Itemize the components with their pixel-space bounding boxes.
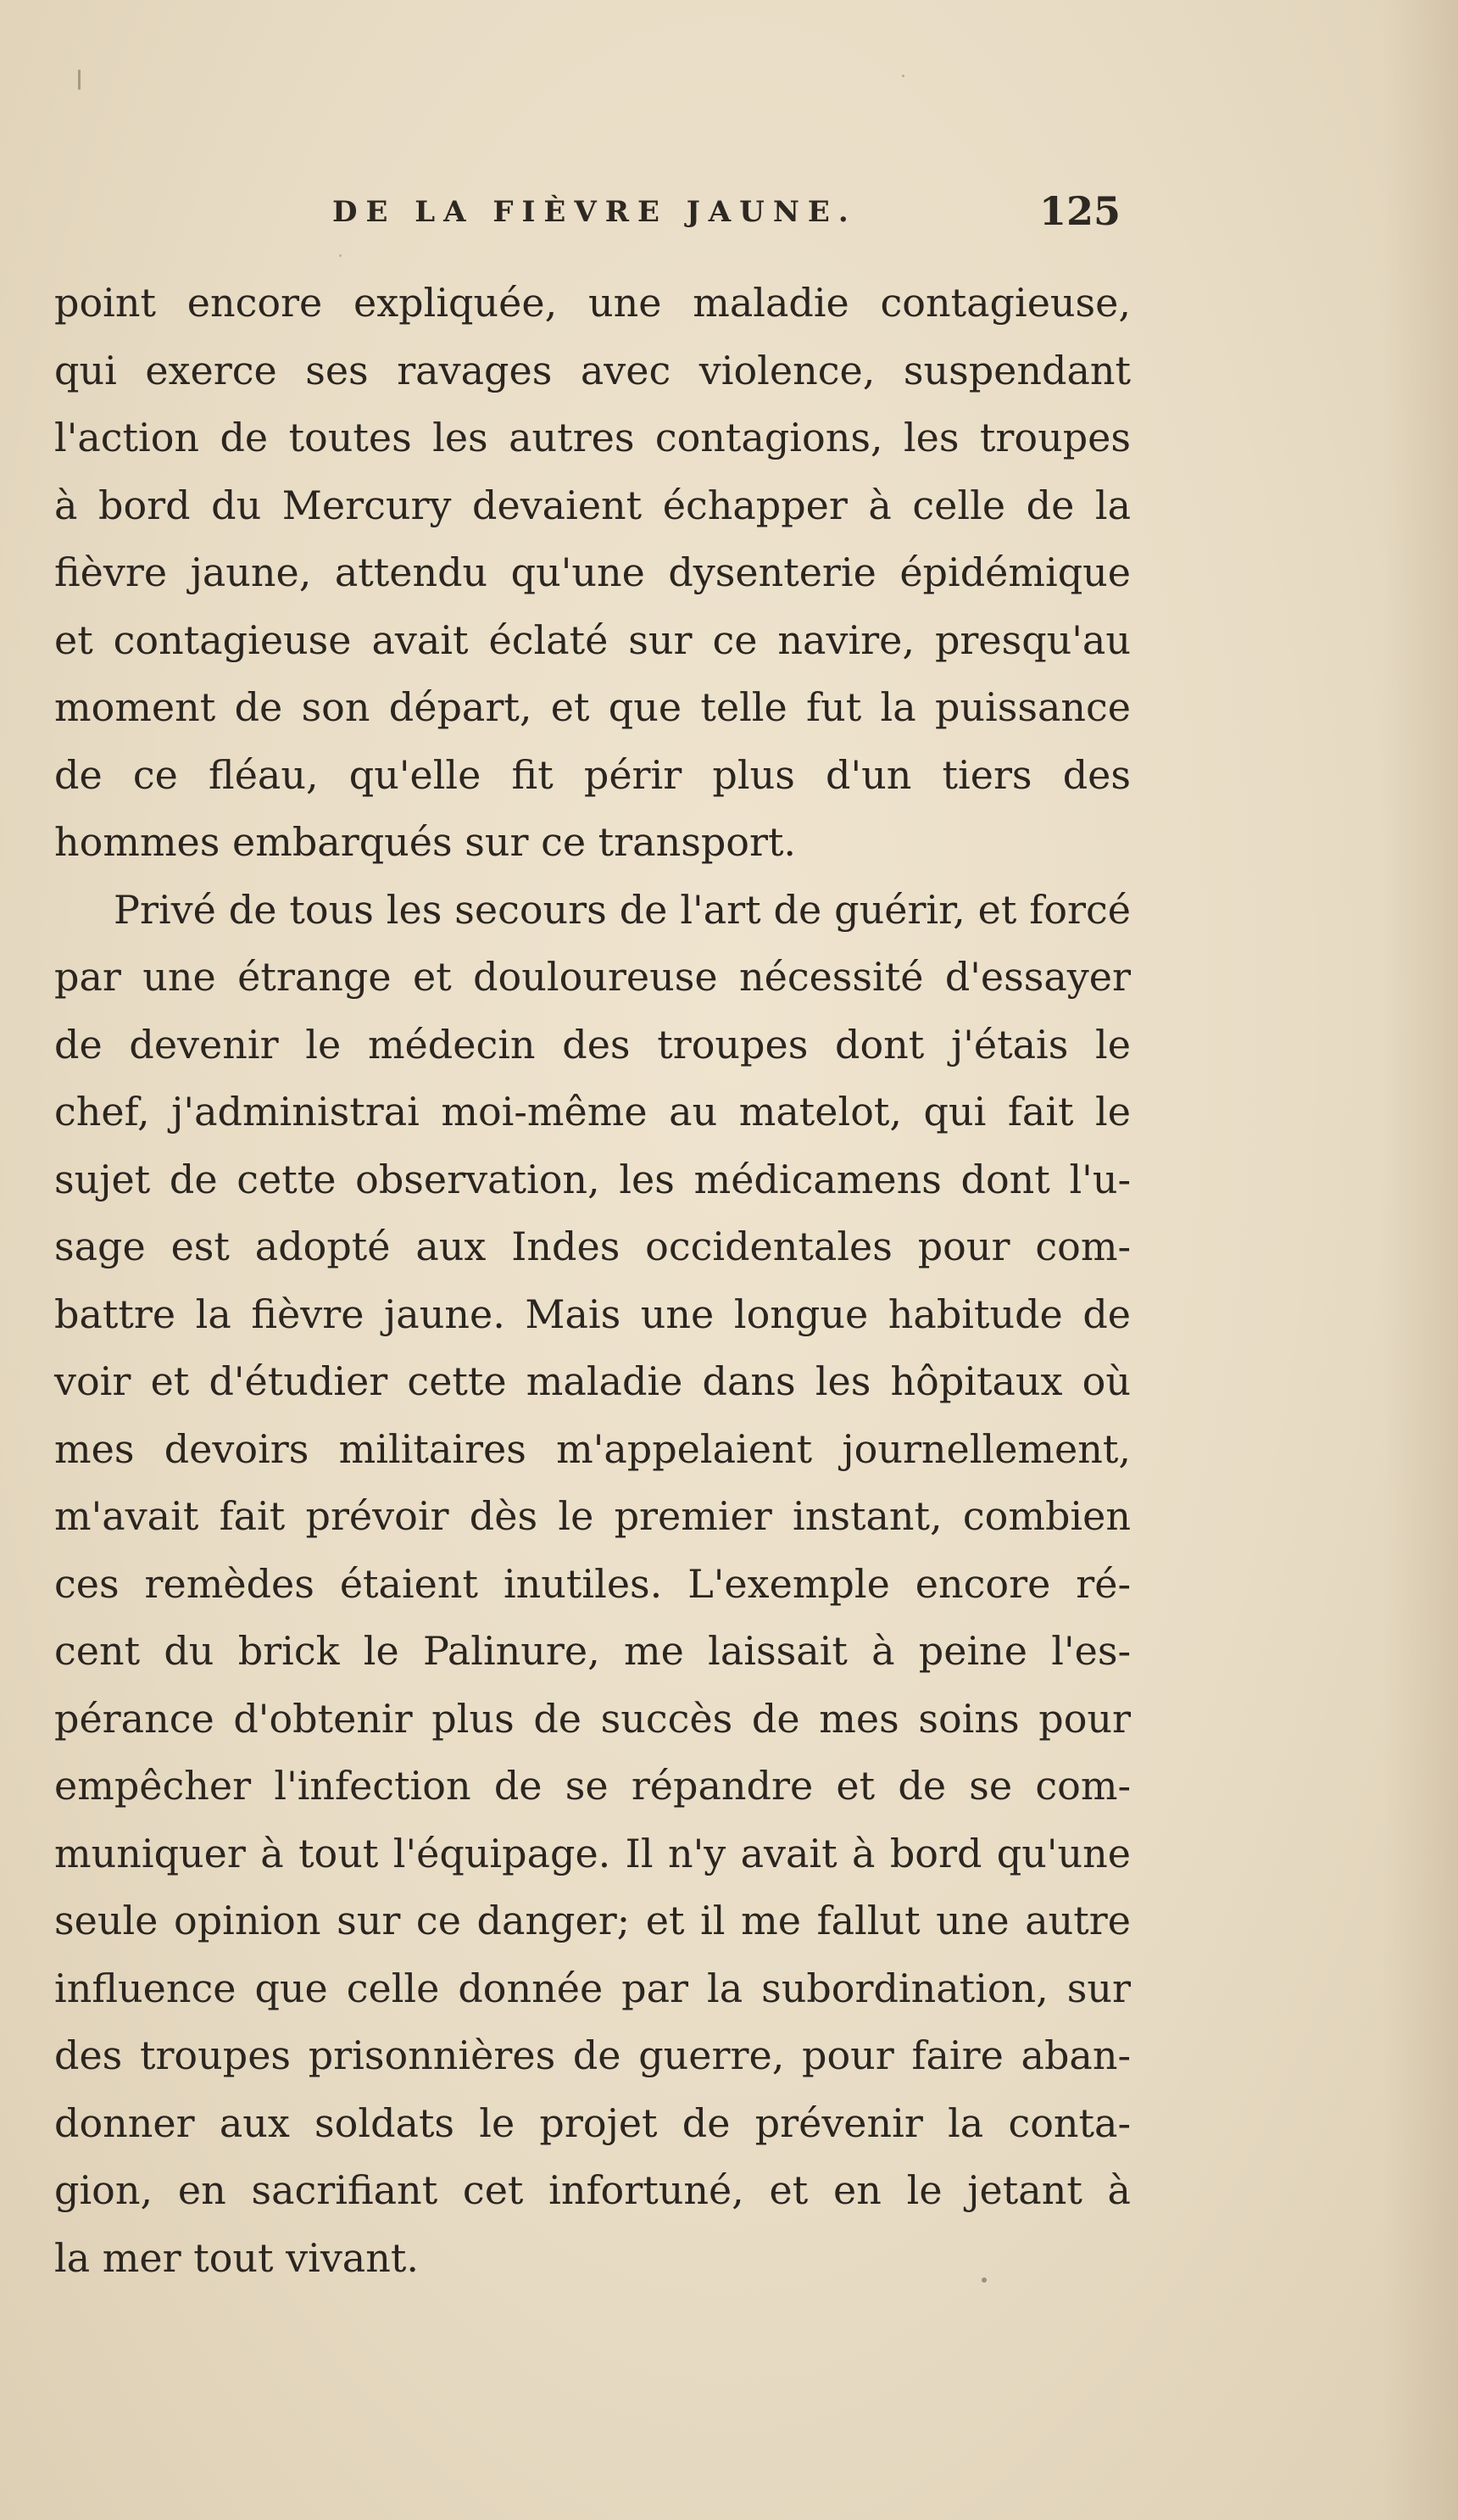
text-line: de devenir le médecin des troupes dont j'étais le — [54, 1021, 1131, 1068]
text-line: influence que celle donnée par la subordination, sur — [54, 1965, 1131, 2011]
text-line: mes devoirs militaires m'appelaient journellement, — [54, 1425, 1131, 1472]
page-number: 125 — [1038, 188, 1121, 234]
text-line: empêcher l'infection de se répandre et de se com- — [54, 1763, 1131, 1809]
paper-speck — [982, 2277, 987, 2283]
text-line: muniquer à tout l'équipage. Il n'y avait à bord qu'une — [54, 1830, 1131, 1876]
text-line: donner aux soldats le projet de prévenir la conta- — [54, 2099, 1131, 2146]
text-line: m'avait fait prévoir dès le premier instant, combien — [54, 1493, 1131, 1539]
text-line: des troupes prisonnières de guerre, pour faire aban- — [54, 2032, 1131, 2078]
text-line: par une étrange et douloureuse nécessité d'essayer — [54, 954, 1131, 1000]
text-line: et contagieuse avait éclaté sur ce navire, presqu'au — [54, 616, 1131, 663]
text-line: point encore expliquée, une maladie contagieuse, — [54, 280, 1131, 326]
text-line: cent du brick le Palinure, me laissait à peine l'es- — [54, 1628, 1131, 1674]
running-title: DE LA FIÈVRE JAUNE. — [332, 195, 857, 229]
text-line: l'action de toutes les autres contagions, les troupes — [54, 415, 1131, 460]
text-line: voir et d'étudier cette maladie dans les hôpitaux où — [54, 1358, 1131, 1404]
text-line: chef, j'administrai moi-même au matelot, qui fait le — [54, 1089, 1131, 1135]
text-line: sujet de cette observation, les médicamens dont l'u- — [54, 1156, 1131, 1202]
text-line: à bord du Mercury devaient échapper à celle de la — [54, 482, 1131, 528]
paper-speck — [78, 70, 81, 90]
text-line: la mer tout vivant. — [54, 2234, 419, 2281]
text-line: moment de son départ, et que telle fut la puissance — [54, 684, 1131, 730]
text-line: pérance d'obtenir plus de succès de mes soins pour — [54, 1695, 1131, 1742]
paper-speck — [902, 75, 904, 77]
text-line: fièvre jaune, attendu qu'une dysenterie épidémique — [54, 549, 1131, 595]
body-text — [54, 270, 1131, 2292]
page-header — [78, 188, 1121, 239]
text-line: ces remèdes étaient inutiles. L'exemple encore ré- — [54, 1560, 1131, 1607]
text-line: de ce fléau, qu'elle fit périr plus d'un tiers des — [54, 751, 1131, 798]
text-line: battre la fièvre jaune. Mais une longue habitude de — [54, 1291, 1131, 1337]
text-line: gion, en sacrifiant cet infortuné, et en le jetant à — [54, 2167, 1131, 2213]
text-line: qui exerce ses ravages avec violence, suspendant — [54, 347, 1131, 393]
text-line: Privé de tous les secours de l'art de guérir, et forcé — [114, 886, 1131, 933]
text-line: sage est adopté aux Indes occidentales pour com- — [54, 1224, 1131, 1269]
text-line: seule opinion sur ce danger; et il me fallut une autre — [54, 1898, 1131, 1943]
paper-speck — [339, 254, 342, 257]
text-line: hommes embarqués sur ce transport. — [54, 819, 797, 865]
